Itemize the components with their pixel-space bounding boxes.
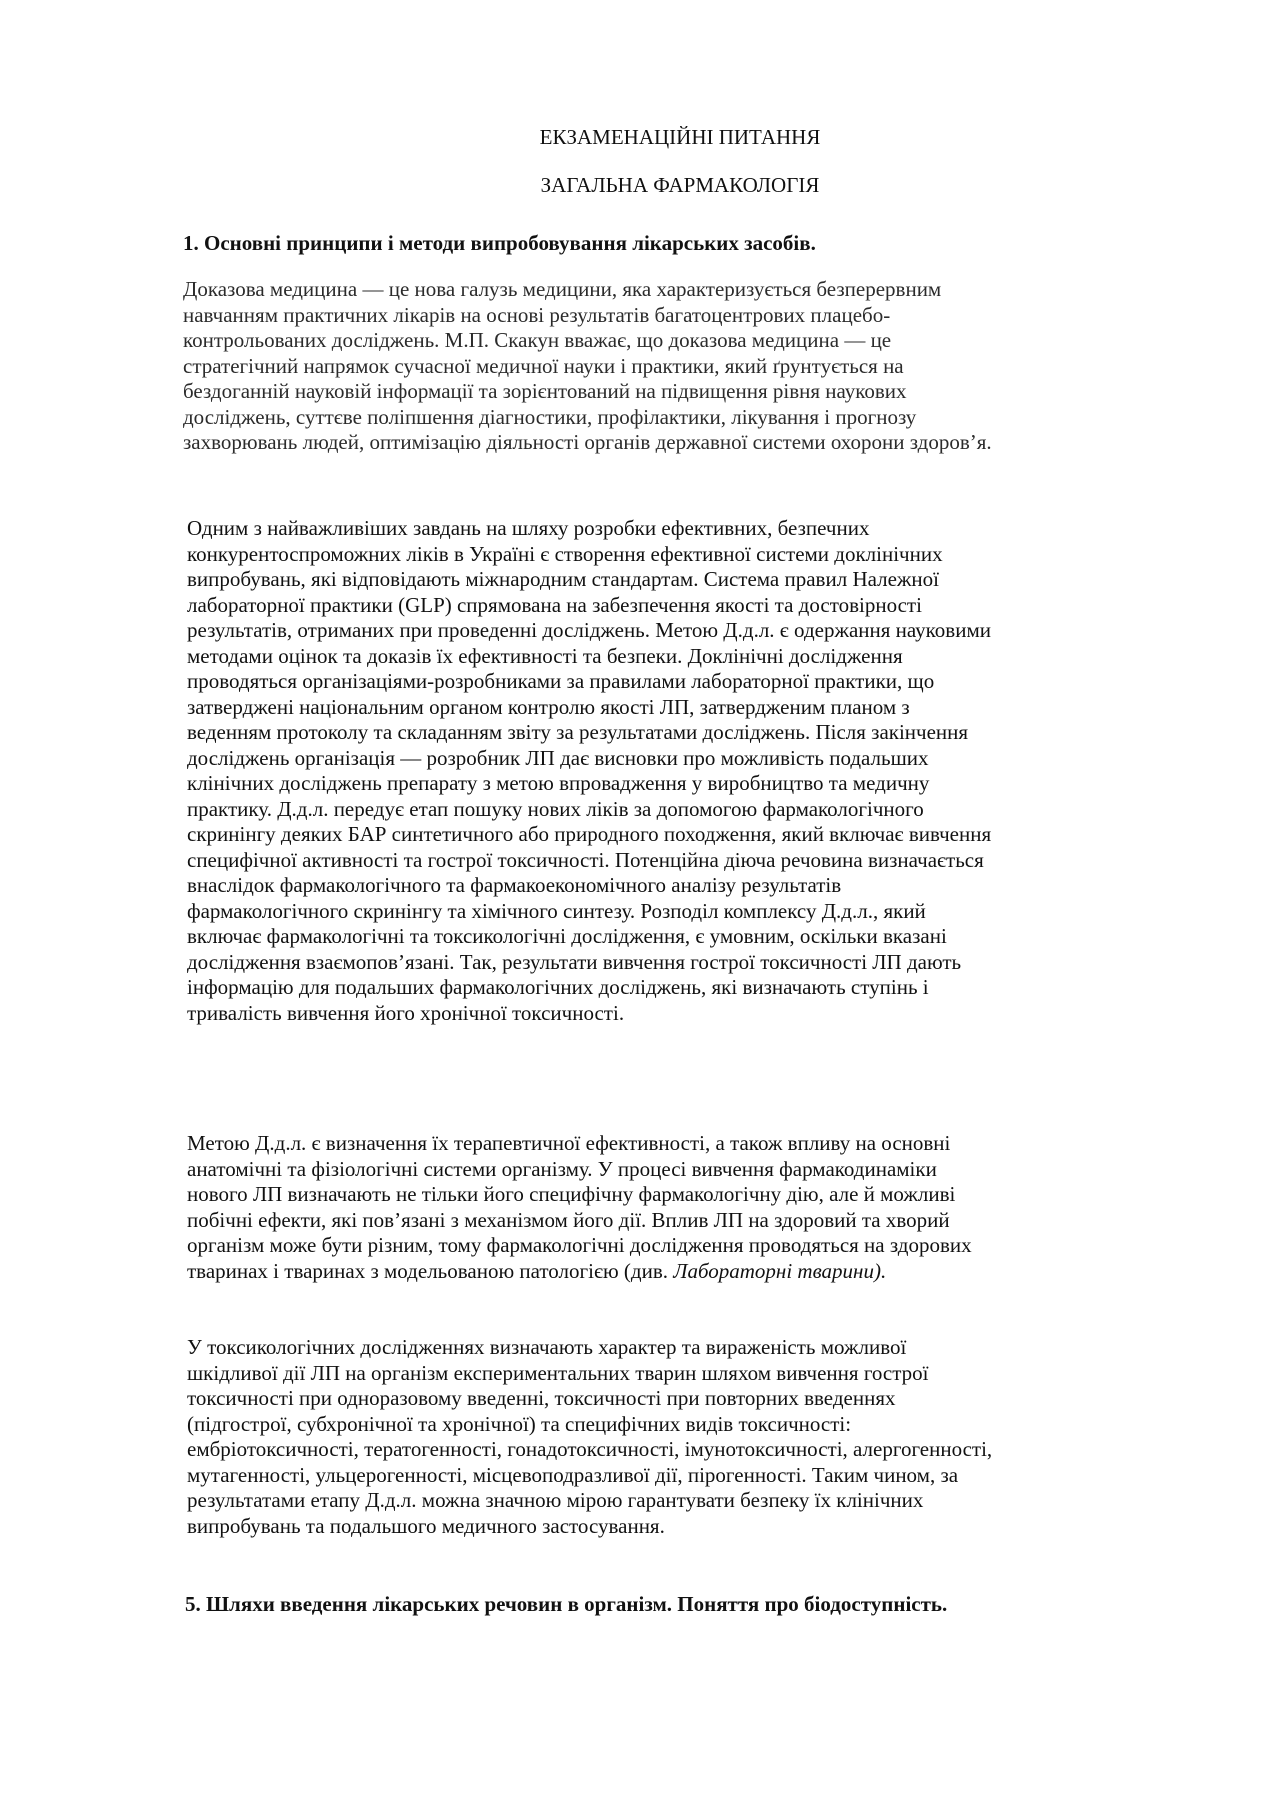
text-line: контрольованих досліджень. М.П. Скакун вважає, що доказова медицина — це (183, 328, 892, 352)
text-line: (підгострої, субхронічної та хронічної) та специфічних видів токсичності: (187, 1411, 852, 1436)
text-line: досліджень, суттєве поліпшення діагностики, профілактики, лікування і прогнозу (183, 404, 917, 429)
text-line: результатів, отриманих при проведенні досліджень. Метою Д.д.л. є одержання науковими (187, 618, 991, 642)
text-line: Доказова медицина — це нова галузь медицини, яка характеризується безперервним (183, 277, 942, 301)
text-line: анатомічні та фізіологічні системи організму. У процесі вивчення фармакодинаміки (187, 1156, 937, 1181)
text-line: Метою Д.д.л. є визначення їх терапевтичної ефективності, а також впливу на основні (187, 1131, 951, 1155)
text-line: результатами етапу Д.д.л. можна значною мірою гарантувати безпеку їх клінічних (187, 1488, 924, 1512)
text-line: навчанням практичних лікарів на основі результатів багатоцентрових плацебо- (183, 302, 891, 327)
text-line: дослідження взаємопов’язані. Так, результати вивчення гострої токсичності ЛП дають (187, 949, 962, 974)
document-title: ЕКЗАМЕНАЦІЙНІ ПИТАННЯ (539, 125, 821, 149)
text-line: методами оцінок та доказів їх ефективності та безпеки. Доклінічні дослідження (187, 643, 903, 668)
paragraph-pharmacological-goals (187, 1131, 972, 1284)
text-line: інформацію для подальших фармакологічних досліджень, які визначають ступінь і (187, 975, 929, 999)
text-line: конкурентоспроможних ліків в Україні є створення ефективної системи доклінічних (187, 541, 943, 566)
text-line-last (187, 1259, 972, 1285)
document-subtitle: ЗАГАЛЬНА ФАРМАКОЛОГІЯ (540, 173, 820, 197)
text-line: У токсикологічних дослідженнях визначають характер та вираженість можливої (187, 1335, 907, 1359)
text-line: випробувань, які відповідають міжнародним стандартам. Система правил Належної (187, 567, 939, 591)
paragraph-toxicology (187, 1335, 992, 1539)
text-line: лабораторної практики (GLP) спрямована на забезпечення якості та достовірності (187, 592, 922, 617)
text-line: бездоганній науковій інформації та зорієнтований на підвищення рівня наукових (183, 379, 907, 403)
text-line: стратегічний напрямок сучасної медичної науки і практики, який ґрунтується на (183, 353, 904, 378)
text-line: практику. Д.д.л. передує етап пошуку нових ліків за допомогою фармакологічного (187, 796, 924, 821)
text-line: фармакологічного скринінгу та хімічного синтезу. Розподіл комплексу Д.д.л., який (187, 898, 926, 923)
text-line: тривалість вивчення його хронічної токсичності. (187, 1000, 625, 1025)
paragraph-evidence-medicine (183, 277, 992, 456)
text-line: досліджень організація — розробник ЛП дає висновки про можливість подальших (187, 745, 929, 770)
text-line: шкідливої дії ЛП на організм експериментальних тварин шляхом вивчення гострої (187, 1360, 929, 1385)
text-line: скринінгу деяких БАР синтетичного або природного походження, який включає вивчення (187, 822, 992, 846)
text-line: проводяться організаціями-розробниками за правилами лабораторної практики, що (187, 669, 935, 693)
text-line: Одним з найважливіших завдань на шляху розробки ефективних, безпечних (187, 516, 870, 540)
paragraph-preclinical-trials (187, 516, 991, 1026)
text-line: захворювань людей, оптимізацію діяльності органів державної системи охорони здоров’я. (183, 430, 992, 454)
text-line: веденням протоколу та складанням звіту за результатами досліджень. Після закінчення (187, 720, 969, 744)
text-line: побічні ефекти, які пов’язані з механізмом його дії. Вплив ЛП на здоровий та хворий (187, 1207, 950, 1232)
text-line: ембріотоксичності, тератогенності, гонадотоксичності, імунотоксичності, алергогенності, (187, 1437, 993, 1461)
text-line: внаслідок фармакологічного та фармакоекономічного аналізу результатів (187, 873, 842, 897)
text-line: включає фармакологічні та токсикологічні дослідження, є умовним, оскільки вказані (187, 924, 947, 948)
text-line: організм може бути різним, тому фармакологічні дослідження проводяться на здорових (187, 1233, 972, 1257)
text-line: мутагенності, ульцерогенності, місцевоподразливої дії, пірогенності. Таким чином, за (187, 1462, 959, 1487)
text-line: нового ЛП визначають не тільки його специфічну фармакологічну дію, але й можливі (187, 1182, 956, 1206)
section-5-heading: 5. Шляхи введення лікарських речовин в організм. Поняття про біодоступність. (185, 1592, 948, 1616)
text-line: затверджені національним органом контролю якості ЛП, затвердженим планом з (187, 694, 910, 719)
text-line: клінічних досліджень препарату з метою впровадження у виробництво та медичну (187, 771, 930, 795)
text-line: токсичності при одноразовому введенні, токсичності при повторних введеннях (187, 1386, 896, 1410)
section-1-heading: 1. Основні принципи і методи випробовування лікарських засобів. (183, 231, 816, 255)
text-line: специфічної активності та гострої токсичності. Потенційна діюча речовина визначається (187, 847, 984, 872)
text-line: випробувань та подальшого медичного застосування. (187, 1513, 665, 1538)
italic-reference: Лабораторні тварини). (673, 1258, 887, 1283)
text-segment: тваринах і тваринах з модельованою патологією (див. (187, 1258, 674, 1283)
